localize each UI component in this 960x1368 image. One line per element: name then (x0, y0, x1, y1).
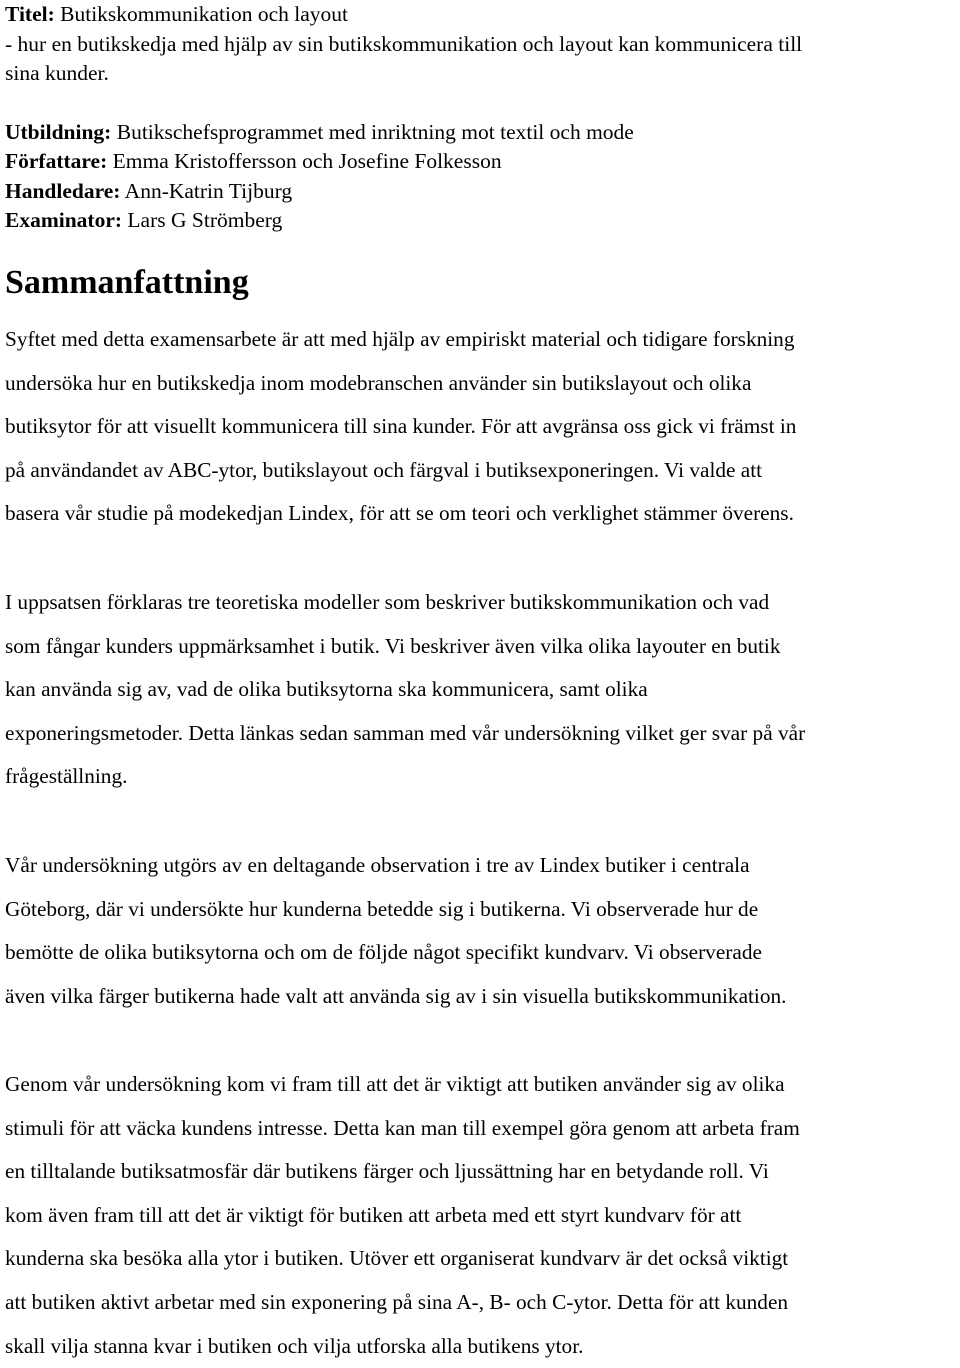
paragraph-line: stimuli för att väcka kundens intresse. Detta kan man till exempel göra genom att arbeta fram (5, 1115, 800, 1140)
education-row (5, 118, 955, 148)
summary-paragraph (5, 318, 960, 536)
examiner-value: Lars G Strömberg (127, 208, 283, 232)
paragraph-line: Syftet med detta examensarbete är att med hjälp av empiriskt material och tidigare forskning (5, 327, 795, 351)
title-value: Butikskommunikation och layout (60, 2, 348, 26)
paragraph-line: att butiken aktivt arbetar med sin exponering på sina A-, B- och C-ytor. Detta för att kunden (5, 1289, 789, 1314)
paragraph-line: I uppsatsen förklaras tre teoretiska modeller som beskriver butikskommunikation och vad (5, 590, 770, 614)
spacer (5, 89, 955, 118)
paragraph-line: undersöka hur en butikskedja inom modebranschen använder sin butikslayout och olika (5, 370, 752, 395)
summary-paragraph (5, 844, 960, 1018)
supervisor-label: Handledare: (5, 178, 121, 203)
paragraph-line: kan använda sig av, vad de olika butiksytorna ska kommunicera, samt olika (5, 677, 648, 702)
title-row (5, 0, 955, 30)
paragraph-line: basera vår studie på modekedjan Lindex, för att se om teori och verklighet stämmer överens. (5, 501, 794, 526)
paragraph-line: en tilltalande butiksatmosfär där butikens färger och ljussättning har en betydande roll. Vi (5, 1159, 769, 1184)
title-label: Titel: (5, 2, 55, 26)
paragraph-line: kom även fram till att det är viktigt för butiken att arbeta med ett styrt kundvarv för att (5, 1202, 742, 1227)
paragraph-line: butiksytor för att visuellt kommunicera till sina kunder. För att avgränsa oss gick vi främst in (5, 414, 797, 439)
supervisor-value: Ann-Katrin Tijburg (124, 178, 293, 203)
paragraph-line: exponeringsmetoder. Detta länkas sedan samman med vår undersökning vilket ger svar på vår (5, 720, 806, 745)
paragraph-line: Genom vår undersökning kom vi fram till att det är viktigt att butiken använder sig av olika (5, 1072, 785, 1096)
paragraph-line: bemötte de olika butiksytorna och om de följde något specifikt kundvarv. Vi observerade (5, 940, 762, 965)
education-value: Butikschefsprogrammet med inriktning mot textil och mode (116, 119, 634, 144)
summary-heading: Sammanfattning (5, 264, 249, 301)
education-label: Utbildning: (5, 119, 112, 144)
paragraph-line: på användandet av ABC-ytor, butikslayout och färgval i butiksexponeringen. Vi valde att (5, 457, 763, 482)
paragraph-line: även vilka färger butikerna hade valt att använda sig av i sin visuella butikskommunikation. (5, 983, 787, 1008)
authors-label: Författare: (5, 149, 108, 173)
authors-row (5, 147, 955, 177)
paragraph-line: kunderna ska besöka alla ytor i butiken. Utöver ett organiserat kundvarv är det också viktigt (5, 1246, 789, 1271)
supervisor-row (5, 177, 955, 207)
subtitle-line: sina kunder. (5, 61, 109, 85)
authors-value: Emma Kristoffersson och Josefine Folkesson (112, 149, 502, 173)
summary-paragraph (5, 581, 960, 799)
paragraph-line: Göteborg, där vi undersökte hur kunderna betedde sig i butikerna. Vi observerade hur de (5, 896, 759, 921)
paragraph-line: frågeställning. (5, 764, 128, 789)
paragraph-line: skall vilja stanna kvar i butiken och vilja utforska alla butikens ytor. (5, 1333, 584, 1358)
examiner-label: Examinator: (5, 208, 123, 232)
examiner-row (5, 206, 955, 236)
summary-paragraph (5, 1063, 960, 1368)
paragraph-line: som fångar kunders uppmärksamhet i butik. Vi beskriver även vilka olika layouter en butik (5, 633, 781, 658)
paragraph-line: Vår undersökning utgörs av en deltagande observation i tre av Lindex butiker i centrala (5, 853, 750, 877)
subtitle-line: - hur en butikskedja med hjälp av sin butikskommunikation och layout kan kommunicera till (5, 31, 803, 56)
thesis-metadata (5, 0, 955, 236)
